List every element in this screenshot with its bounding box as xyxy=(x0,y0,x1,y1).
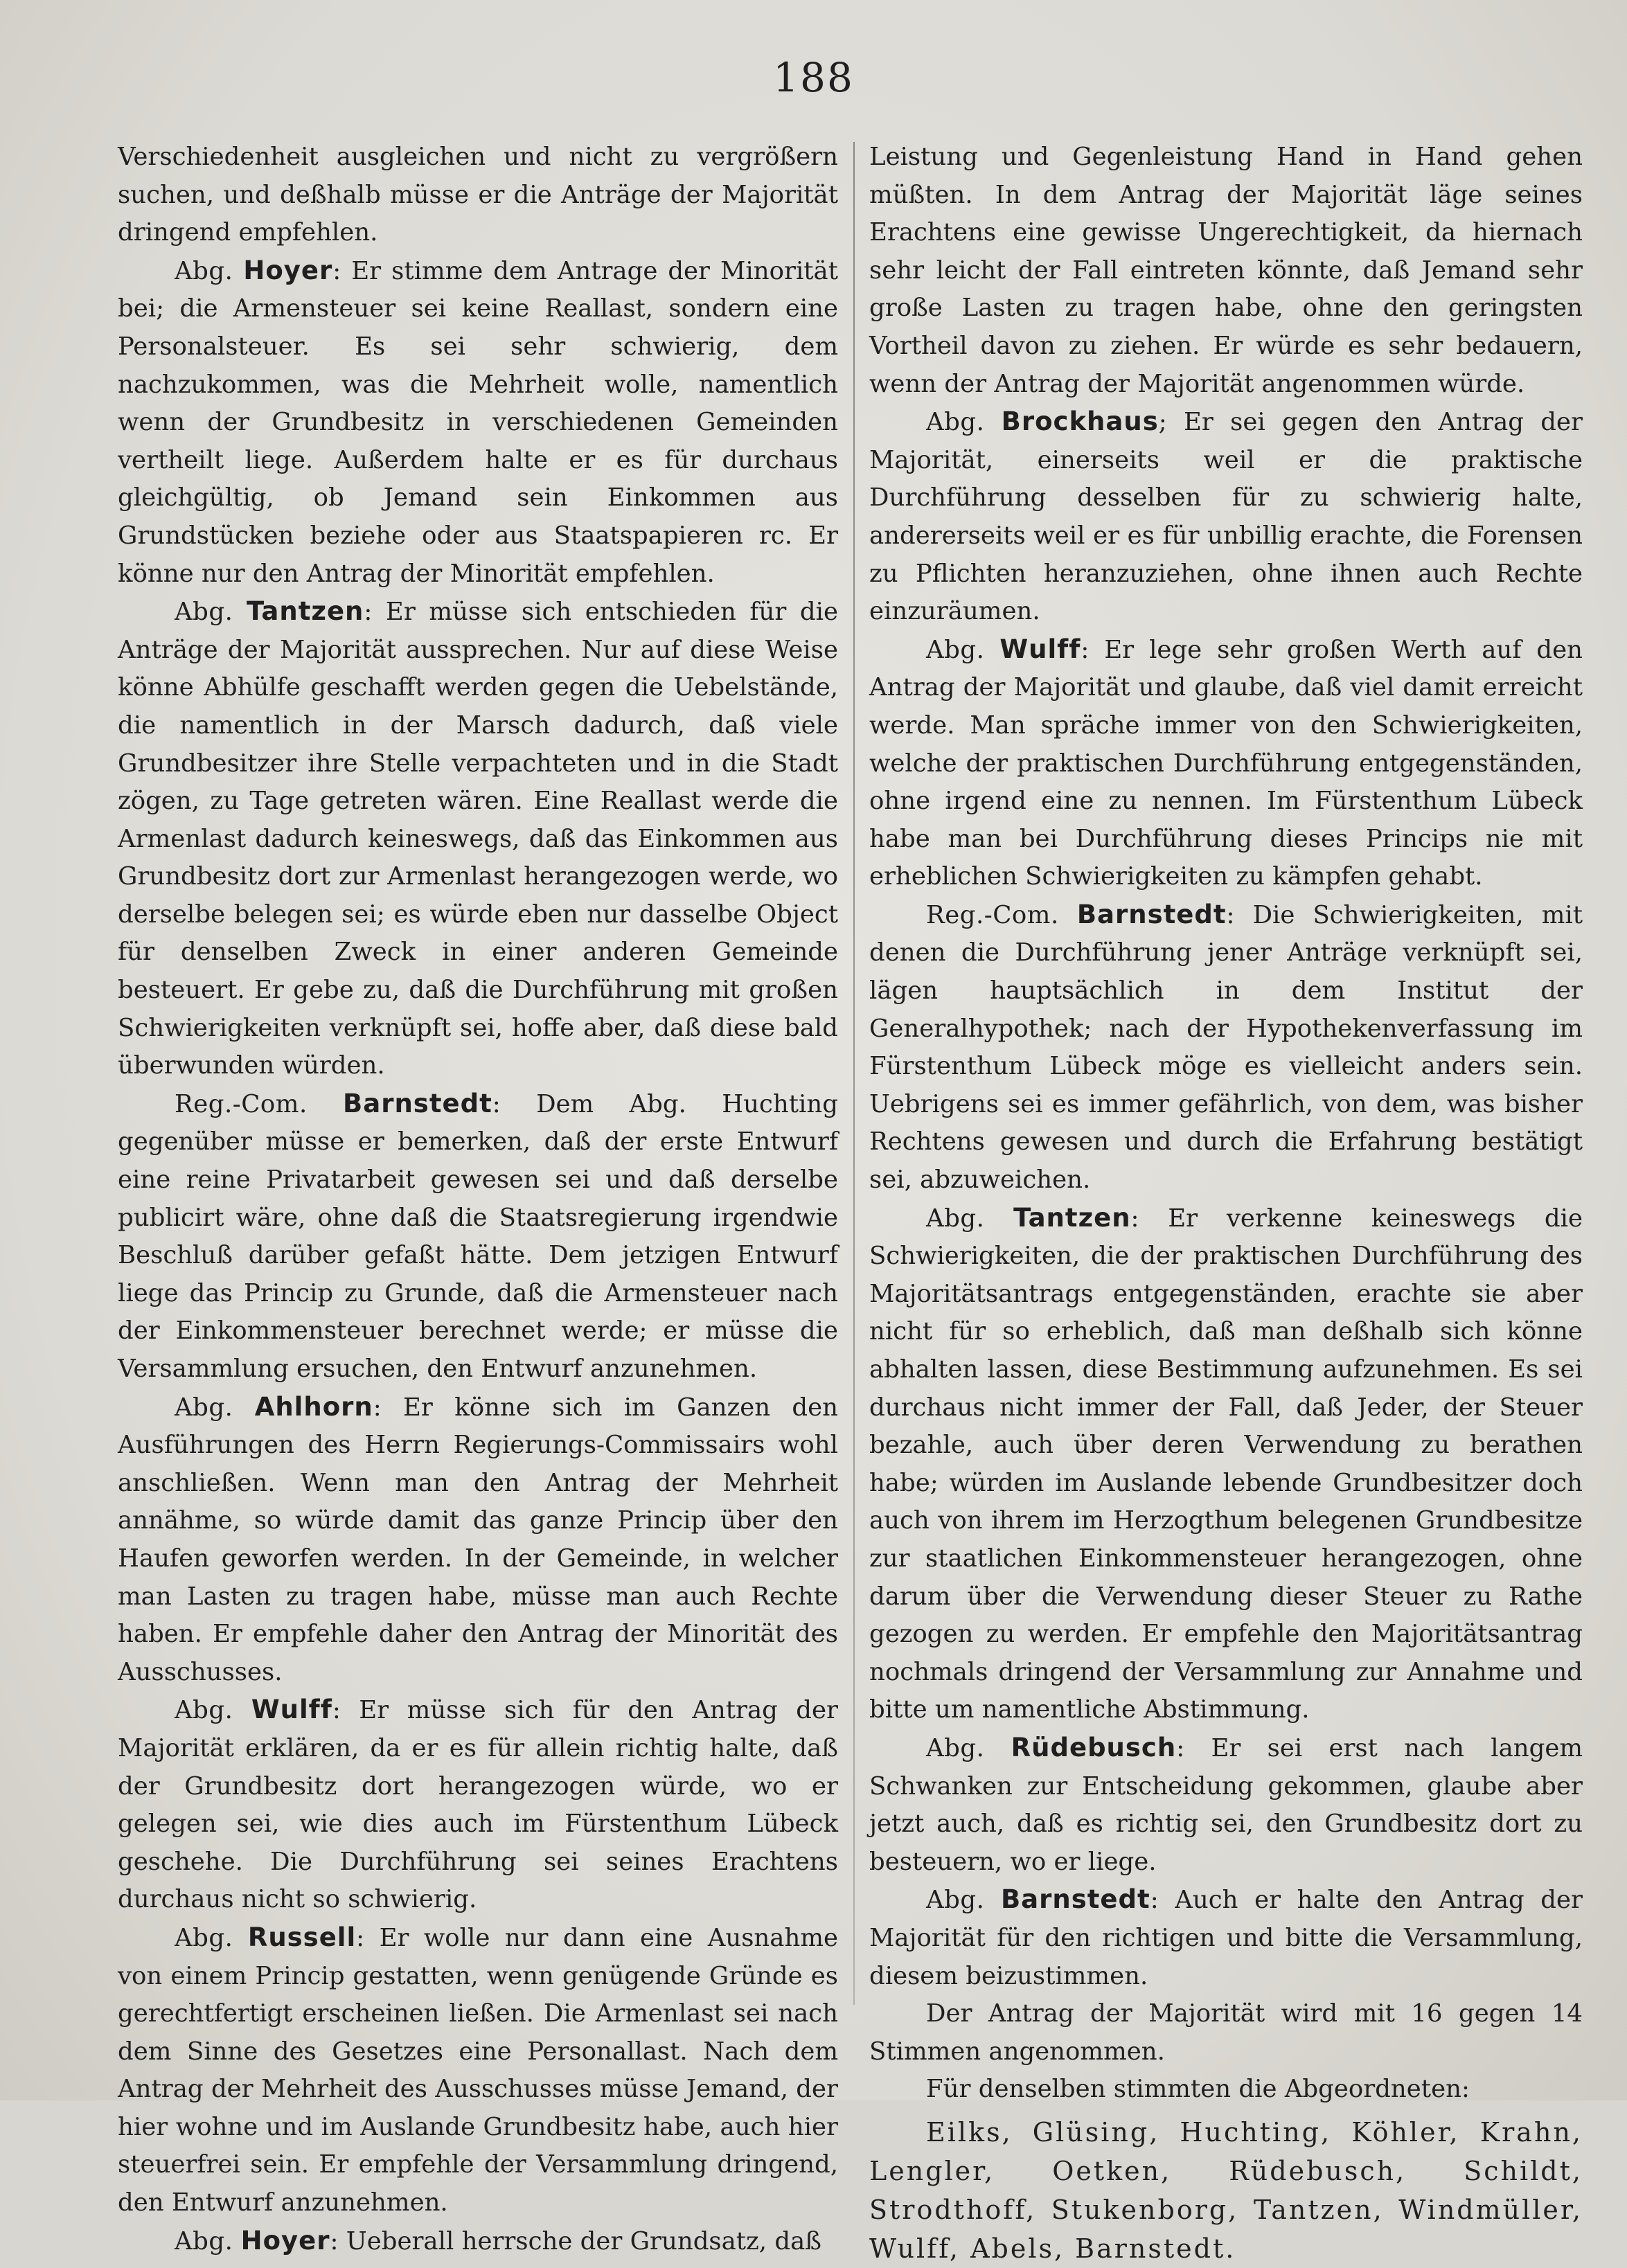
speaker-name: Tantzen xyxy=(246,596,364,627)
right-column xyxy=(869,139,1583,2268)
speaker-name: Hoyer xyxy=(240,2225,330,2256)
paragraph xyxy=(869,1199,1583,1729)
paragraph xyxy=(118,1691,838,1919)
page-number: 188 xyxy=(773,54,854,101)
speaker-title: Abg. xyxy=(926,408,985,437)
speaker-name: Barnstedt xyxy=(1000,1884,1150,1915)
speaker-title: Abg. xyxy=(175,1923,233,1952)
paragraph-text: Ueberall herrsche der Grundsatz, daß xyxy=(346,2226,821,2256)
speaker-separator: : xyxy=(1176,1733,1185,1762)
paragraph-text: Die Schwierigkeiten, mit denen die Durchführung jener Anträge verknüpft sei, lägen hauptsächlich in dem Institut der Generalhypothek; nach der Hypothekenverfassung im Fürstenthum Lübeck möge es vielleicht anders sein. Uebrigens sei es immer gefährlich, von dem, was bisher Rechtens gewesen und durch die Erfahrung bestätigt sei, abzuweichen. xyxy=(869,900,1583,1195)
speaker-title: Abg. xyxy=(175,2226,233,2256)
speaker-separator: : xyxy=(1130,1204,1139,1233)
speaker-name: Brockhaus xyxy=(1001,407,1159,437)
paragraph xyxy=(118,1389,838,1692)
voter-list: Eilks, Glüsing, Huchting, Köhler, Krahn, Lengler, Oetken, Rüdebusch, Schildt, Strodthoff, Stukenborg, Tantzen, Windmüller, Wulff, Abels, Barnstedt. xyxy=(869,2116,1583,2264)
speaker-separator: : xyxy=(356,1923,365,1952)
paragraph xyxy=(869,139,1583,403)
speaker-title: Reg.-Com. xyxy=(926,900,1059,929)
speaker-separator: : xyxy=(332,1696,341,1725)
paragraph-text: Er lege sehr großen Werth auf den Antrag der Majorität und glaube, daß viel damit erreicht werde. Man spräche immer von den Schwierigkeiten, welche der praktischen Durchführung entgegenständen, ohne irgend eine zu nennen. Im Fürstenthum Lübeck habe man bei Durchführung dieses Princips nie mit erheblichen Schwierigkeiten zu kämpfen gehabt. xyxy=(869,635,1583,891)
speaker-name: Russell xyxy=(247,1922,357,1952)
paragraph-text: Leistung und Gegenleistung Hand in Hand gehen müßten. In dem Antrag der Majorität läge seines Erachtens eine gewisse Ungerechtigkeit, da hiernach sehr leicht der Fall eintreten könnte, daß Jemand sehr große Lasten zu tragen habe, ohne den geringsten Vortheil davon zu ziehen. Er würde es sehr bedauern, wenn der Antrag der Majorität angenommen würde. xyxy=(869,143,1583,398)
speaker-name: Wulff xyxy=(251,1695,332,1725)
speaker-title: Abg. xyxy=(926,1204,985,1233)
paragraph xyxy=(118,1919,838,2222)
speaker-separator: : xyxy=(373,1393,382,1422)
paragraph-text: Er wolle nur dann eine Ausnahme von einem Princip gestatten, wenn genügende Gründe es gerechtfertigt erscheinen ließen. Die Armenlast sei nach dem Sinne des Gesetzes eine Personallast. Nach dem Antrag der Mehrheit des Ausschusses müsse Jemand, der hier wohne und im Auslande Grundbesitz habe, auch hier steuerfrei sein. Er empfehle der Versammlung dringend, den Entwurf anzunehmen. xyxy=(118,1923,838,2217)
paragraph xyxy=(869,1729,1583,1881)
speaker-title: Abg. xyxy=(926,1886,985,1915)
paragraph-text: Auch er halte den Antrag der Majorität für den richtigen und bitte die Versammlung, diesem beizustimmen. xyxy=(869,1886,1583,1990)
paragraph xyxy=(869,2071,1583,2109)
speaker-separator: : xyxy=(492,1089,501,1118)
paragraph xyxy=(118,139,838,252)
speaker-title: Abg. xyxy=(175,1393,233,1422)
paragraph xyxy=(869,896,1583,1199)
speaker-separator: : xyxy=(1226,900,1235,929)
speaker-separator: : xyxy=(330,2226,339,2256)
speaker-name: Barnstedt xyxy=(1076,899,1227,929)
paragraph-text: Verschiedenheit ausgleichen und nicht zu vergrößern suchen, und deßhalb müsse er die Anträge der Majorität dringend empfehlen. xyxy=(118,143,838,247)
speaker-title: Abg. xyxy=(926,635,985,664)
paragraph-text: Er sei gegen den Antrag der Majorität, einerseits weil er die praktische Durchführung desselben für zu schwierig halte, andererseits weil er es für unbillig erachte, die Forensen zu Pflichten heranzuziehen, ohne ihnen auch Rechte einzuräumen. xyxy=(869,408,1583,626)
speaker-separator: : xyxy=(364,598,373,627)
paragraph-text: Für denselben stimmten die Abgeordneten: xyxy=(926,2075,1470,2104)
paragraph xyxy=(869,403,1583,631)
speaker-name: Rüdebusch xyxy=(1011,1732,1177,1762)
paragraph xyxy=(118,593,838,1085)
paragraph xyxy=(869,631,1583,896)
paragraph xyxy=(118,2222,838,2261)
paragraph-text: Er sei erst nach langem Schwanken zur Entscheidung gekommen, glaube aber jetzt auch, daß es richtig sei, den Grundbesitz dort zu besteuern, wo er liege. xyxy=(869,1733,1583,1876)
speaker-name: Hoyer xyxy=(243,255,333,285)
paragraph-text: Er müsse sich für den Antrag der Majorität erklären, da er es für allein richtig halte, daß der Grundbesitz dort herangezogen würde, wo er gelegen sei, wie dies auch im Fürstenthum Lübeck geschehe. Die Durchführung sei seines Erachtens durchaus nicht so schwierig. xyxy=(118,1696,838,1914)
speaker-title: Reg.-Com. xyxy=(175,1089,308,1118)
paragraph-text: Er verkenne keineswegs die Schwierigkeiten, die der praktischen Durchführung des Majoritätsantrags entgegenständen, erachte sie aber nicht für so erheblich, daß man deßhalb sich könne abhalten lassen, diese Bestimmung aufzunehmen. Es sei durchaus nicht immer der Fall, daß Jeder, der Steuer bezahle, auch über deren Verwendung zu berathen habe; würden im Auslande lebende Grundbesitzer doch auch von ihrem im Herzogthum belegenen Grundbesitze zur staatlichen Einkommensteuer herangezogen, ohne darum über die Verwendung dieser Steuer zu Rathe gezogen zu werden. Er empfehle den Majoritätsantrag nochmals dringend der Versammlung zur Annahme und bitte um namentliche Abstimmung. xyxy=(869,1204,1583,1724)
speaker-separator: ; xyxy=(1158,408,1167,437)
speaker-separator: : xyxy=(1150,1886,1159,1915)
paragraph-text: Er könne sich im Ganzen den Ausführungen des Herrn Regierungs-Commissairs wohl anschließen. Wenn man den Antrag der Mehrheit annähme, so würde damit das ganze Princip über den Haufen geworfen werden. In der Gemeinde, in welcher man Lasten zu tragen habe, müsse man auch Rechte haben. Er empfehle daher den Antrag der Minorität des Ausschusses. xyxy=(118,1393,838,1686)
speaker-name: Barnstedt xyxy=(343,1088,492,1118)
column-divider xyxy=(853,142,855,2005)
speaker-title: Abg. xyxy=(926,1733,985,1762)
speaker-separator: : xyxy=(332,256,341,285)
paragraph xyxy=(869,1995,1583,2071)
paragraph xyxy=(118,1085,838,1389)
paragraph-text: Dem Abg. Huchting gegenüber müsse er bemerken, daß der erste Entwurf eine reine Privatarbeit gewesen sei und daß derselbe publicirt wäre, ohne daß die Staatsregierung irgendwie Beschluß darüber gefaßt hätte. Dem jetzigen Entwurf liege das Princip zu Grunde, daß die Armensteuer nach der Einkommensteuer berechnet werde; er müsse die Versammlung ersuchen, den Entwurf anzunehmen. xyxy=(118,1089,838,1383)
left-column xyxy=(118,139,838,2260)
paragraph-text: Er müsse sich entschieden für die Anträge der Majorität aussprechen. Nur auf diese Weise könne Abhülfe geschafft werden gegen die Uebelstände, die namentlich in der Marsch dadurch, daß viele Grundbesitzer ihre Stelle verpachteten und in die Stadt zögen, zu Tage getreten wären. Eine Reallast werde die Armenlast dadurch keineswegs, daß das Einkommen aus Grundbesitz dort zur Armenlast herangezogen werde, wo derselbe belegen sei; es würde eben nur dasselbe Object für denselben Zweck in einer anderen Gemeinde besteuert. Er gebe zu, daß die Durchführung mit großen Schwierigkeiten verknüpft sei, hoffe aber, daß diese bald überwunden würden. xyxy=(118,598,838,1080)
speaker-title: Abg. xyxy=(175,598,233,627)
speaker-separator: : xyxy=(1081,635,1090,664)
speaker-title: Abg. xyxy=(175,256,233,285)
speaker-name: Ahlhorn xyxy=(254,1391,373,1422)
speaker-name: Wulff xyxy=(999,634,1081,664)
speaker-name: Tantzen xyxy=(1013,1202,1131,1233)
paragraph xyxy=(869,1881,1583,1995)
paragraph xyxy=(118,252,838,593)
paragraph-text: Der Antrag der Majorität wird mit 16 gegen 14 Stimmen angenommen. xyxy=(869,1999,1583,2066)
speaker-title: Abg. xyxy=(175,1696,233,1725)
paragraph-text: Er stimme dem Antrage der Minorität bei; die Armensteuer sei keine Reallast, sondern eine Personalsteuer. Es sei sehr schwierig, dem nachzukommen, was die Mehrheit wolle, namentlich wenn der Grundbesitz in verschiedenen Gemeinden vertheilt liege. Außerdem halte er es für durchaus gleichgültig, ob Jemand sein Einkommen aus Grundstücken beziehe oder aus Staatspapieren rc. Er könne nur den Antrag der Minorität empfehlen. xyxy=(118,256,838,588)
